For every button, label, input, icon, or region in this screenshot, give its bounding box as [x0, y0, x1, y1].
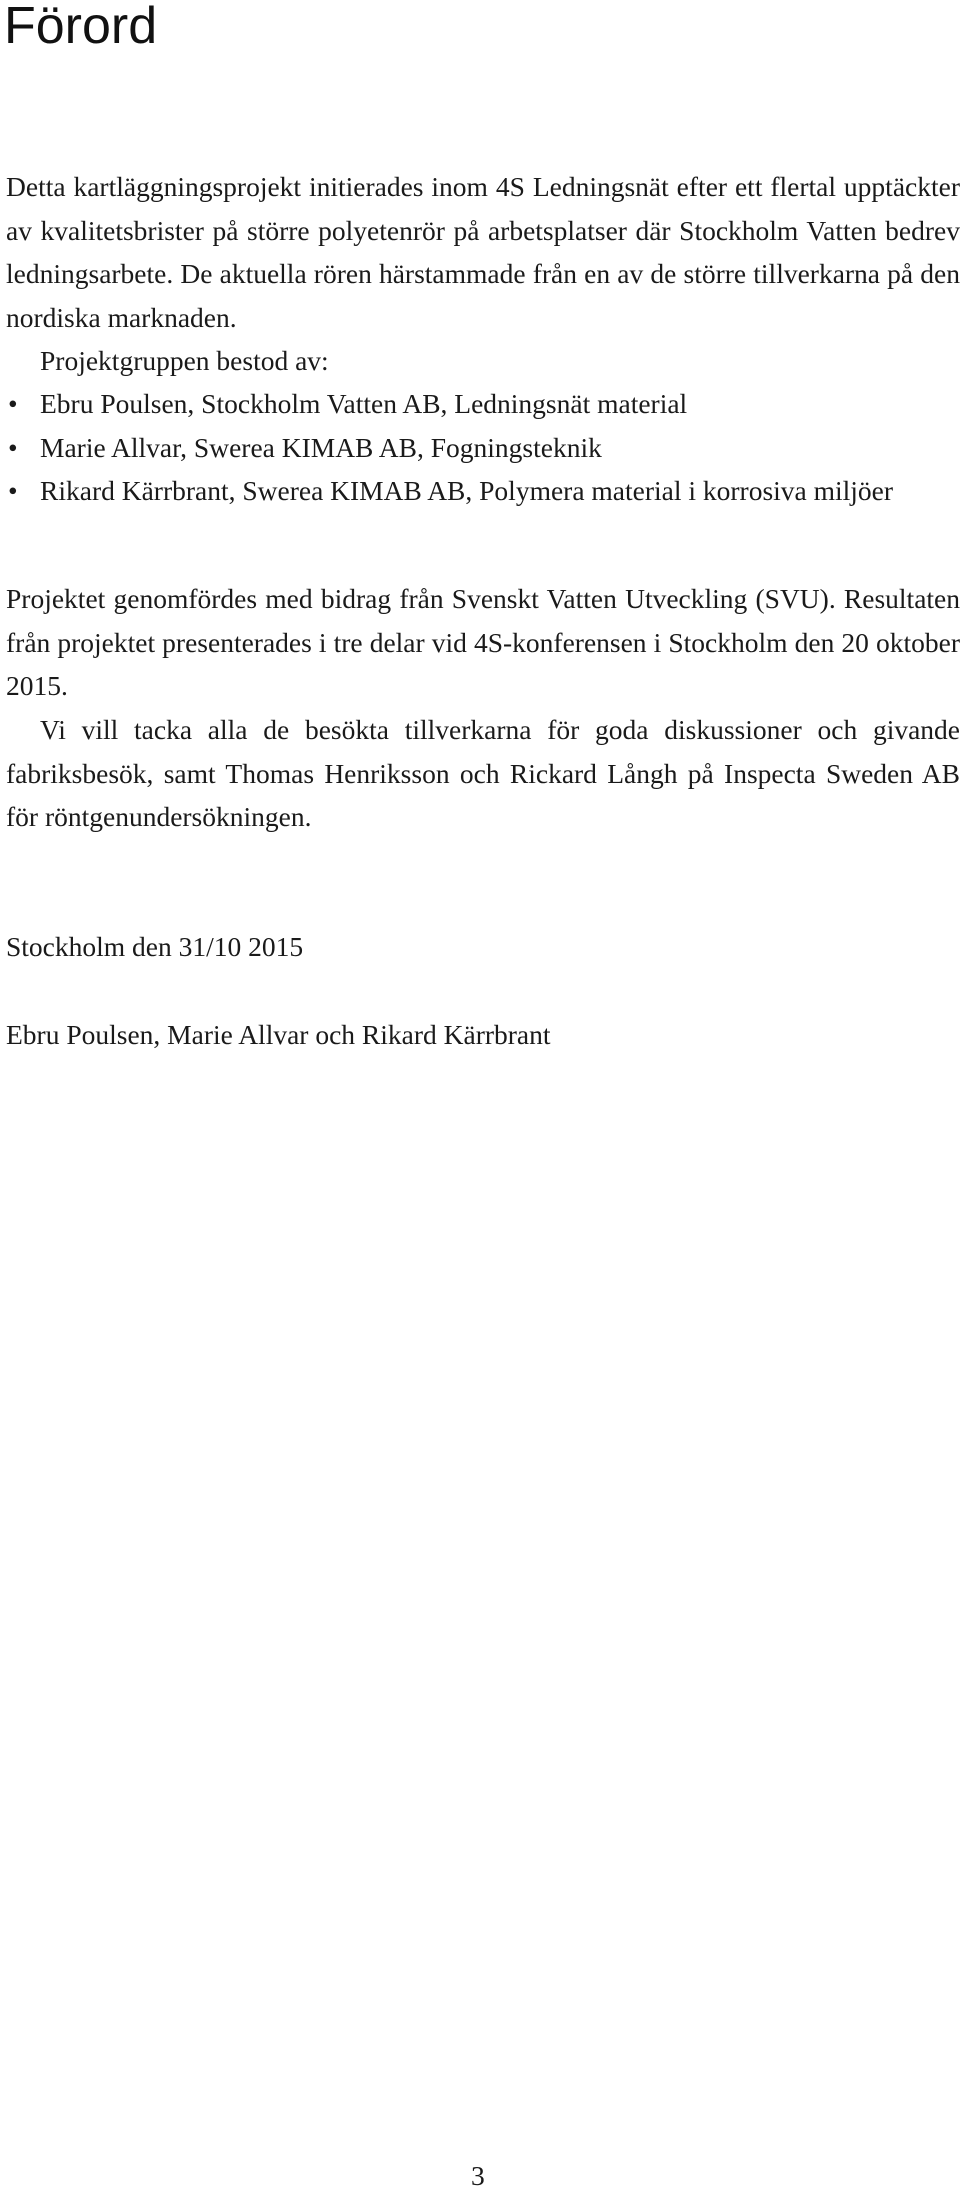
funding-paragraph: Projektet genomfördes med bidrag från Svenskt Vatten Utveckling (SVU). Resultaten från projektet presenterades i tre delar vid 4S-konferensen i Stockholm den 20 oktober 2015.: [6, 583, 960, 701]
bullet-icon: •: [8, 388, 18, 419]
page-title: Förord: [4, 0, 158, 55]
list-item: [6, 469, 960, 513]
bullet-icon: •: [8, 431, 18, 463]
list-item: [6, 382, 960, 426]
list-item: [6, 426, 960, 470]
intro-paragraph-text: Detta kartläggningsprojekt initierades inom 4S Ledningsnät efter ett flertal upptäckter av kvalitetsbrister på större polyetenrör på arbetsplatser där Stockholm Vatten bedrev ledningsarbete. De aktuella rören härstammade från en av de större tillverkarna på den nordiska marknaden.: [6, 171, 960, 333]
intro-paragraph: [6, 165, 960, 383]
member-text: Rikard Kärrbrant, Swerea KIMAB AB, Polymera material i korrosiva miljöer: [40, 475, 894, 506]
member-text: Marie Allvar, Swerea KIMAB AB, Fogningsteknik: [40, 431, 602, 463]
signature-names: Ebru Poulsen, Marie Allvar och Rikard Kärrbrant: [6, 1019, 551, 1050]
acknowledgement-paragraph: Vi vill tacka alla de besökta tillverkarna för goda diskussioner och givande fabriksbesök, samt Thomas Henriksson och Rickard Långh på Inspecta Sweden AB för röntgenundersökningen.: [6, 714, 960, 832]
signature-date: Stockholm den 31/10 2015: [6, 931, 304, 962]
page-number: 3: [471, 2160, 485, 2191]
project-group-intro: Projektgruppen bestod av:: [40, 345, 329, 376]
member-text: Ebru Poulsen, Stockholm Vatten AB, Ledningsnät material: [40, 388, 688, 419]
bullet-icon: •: [8, 475, 18, 506]
project-members-list: [6, 382, 960, 513]
